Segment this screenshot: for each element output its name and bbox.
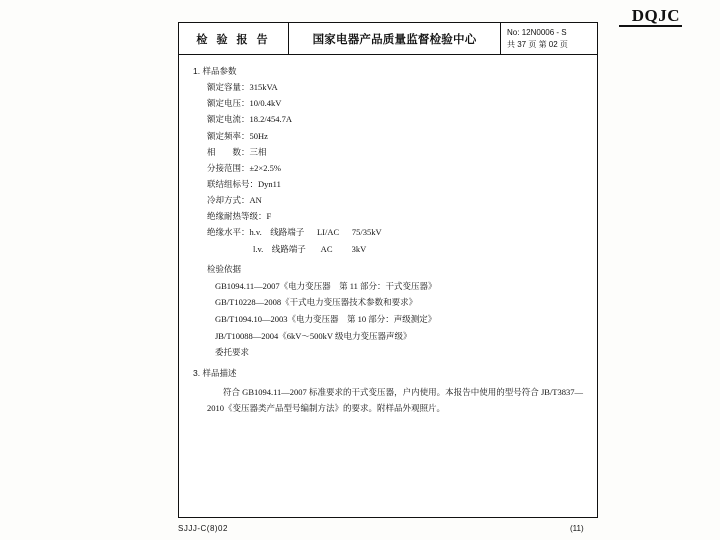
- description-paragraph: [207, 384, 583, 416]
- report-number-value: 12N0006 - S: [521, 27, 567, 37]
- report-meta: [501, 23, 597, 54]
- param-row: 分接范围：±2×2.5%: [207, 162, 281, 173]
- param-row: 额定电压：10/0.4kV: [207, 98, 282, 109]
- description-text: 符合 GB1094.11—2007 标准要求的干式变压器，户内使用。本报告中使用的型号符合 JB/T3837—2010《变压器类产品型号编制方法》的要求。附样品外观照片。: [207, 386, 583, 414]
- report-frame: [178, 22, 598, 518]
- standard-item: GB1094.11—2007《电力变压器 第 11 部分：干式变压器》: [215, 280, 437, 291]
- report-page-line: 共 37 页 第 02 页: [507, 39, 568, 49]
- param-row: 绝缘耐热等级：F: [207, 211, 272, 222]
- param-row: 额定容量：315kVA: [207, 82, 278, 93]
- report-body: [179, 55, 597, 416]
- report-type-label: 检 验 报 告: [179, 23, 289, 54]
- logo-underline: [619, 25, 682, 27]
- footer-form-code: SJJJ-C(8)02: [178, 524, 228, 533]
- standard-item: GB/T10228—2008《干式电力变压器技术参数和要求》: [215, 297, 418, 308]
- insulation-level-row: [207, 224, 583, 240]
- standard-item: JB/T10088—2004《6kV～500kV 级电力变压器声级》: [215, 330, 412, 341]
- standard-item: GB/T1094.10—2003《电力变压器 第 10 部分：声级测定》: [215, 314, 437, 325]
- insulation-level-lv-row: [207, 241, 583, 257]
- report-number-line: [507, 27, 567, 39]
- insulation-level-lv: l.v. 线路端子 AC 3kV: [253, 243, 367, 254]
- section-description-title: 3. 样品描述: [193, 367, 237, 378]
- param-row: 额定频率：50Hz: [207, 130, 268, 141]
- section-sample-params-title: 1. 样品参数: [193, 66, 237, 76]
- insulation-level-hv: h.v. 线路端子 LI/AC 75/35kV: [249, 227, 382, 238]
- section-basis-title: 检验依据: [207, 263, 242, 274]
- report-number-label: No:: [507, 27, 520, 37]
- dqjc-logo: DQJC: [631, 6, 680, 25]
- param-row: 额定电流：18.2/454.7A: [207, 114, 293, 125]
- param-row: 联结组标号：Dyn11: [207, 179, 281, 190]
- footer-page-number: (11): [570, 524, 584, 533]
- insulation-level-label: 绝缘水平：: [207, 227, 250, 238]
- report-header: [179, 23, 597, 55]
- param-row: 相 数：三相: [207, 146, 267, 157]
- param-row: 冷却方式：AN: [207, 195, 262, 206]
- institution-name: 国家电器产品质量监督检验中心: [289, 23, 501, 54]
- standard-item: 委托要求: [215, 347, 250, 358]
